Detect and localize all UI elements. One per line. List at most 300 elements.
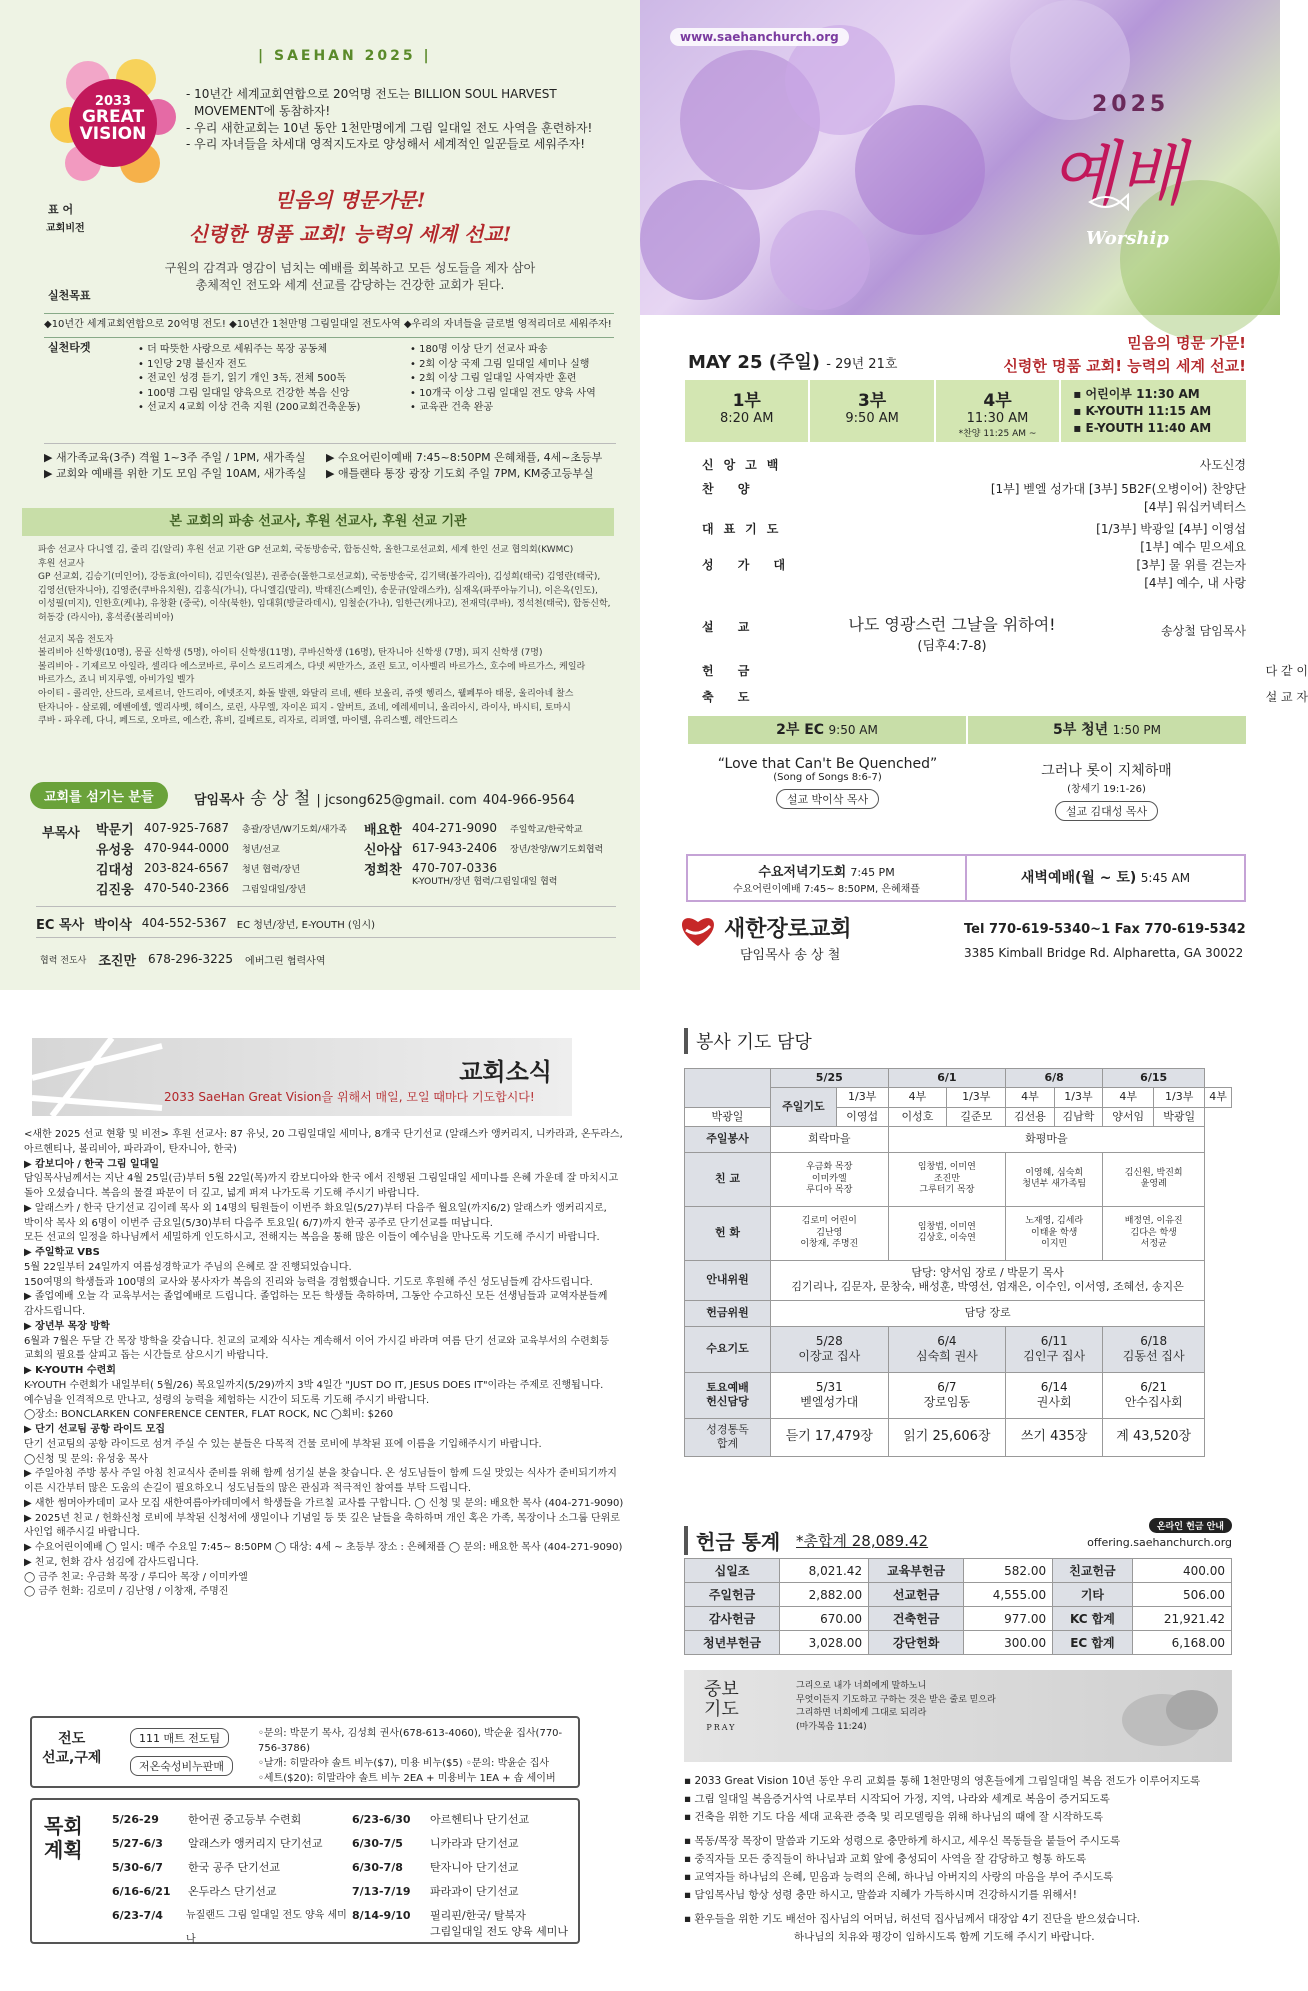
plan-item — [352, 1856, 578, 1880]
news-line: ◯ 금주 헌화: 김로미 / 김난영 / 이창재, 주명진 — [24, 1586, 229, 1598]
news-line: 박이삭 목사 외 6명이 이번주 금요일(5/30)부터 다음주 토요일( 6/7)까지 한국 공주로 단기선교를 떠납니다. — [24, 1217, 493, 1229]
pray-en: PRAY — [706, 1722, 737, 1732]
liturgy-key: 대표기도 — [702, 522, 789, 536]
table-cell: 4부 — [888, 1088, 947, 1107]
ec-service-name: 2부 EC — [776, 722, 825, 738]
table-cell: 1/3부 — [1054, 1088, 1103, 1107]
logo-vision: VISION — [79, 124, 147, 145]
vision-line: MOVEMENT에 동참하자! — [194, 103, 331, 118]
news-line: ▶ 수요어린이예배 ◯ 일시: 매주 수요일 7:45~ 8:50PM ◯ 대상: 4세 ~ 초등부 장소 : 은혜채플 ◯ 문의: 배요한 목사 (404-271-9090) — [24, 1542, 623, 1553]
offering-key: 헌 금 — [702, 664, 760, 678]
news-line: 150여명의 학생들과 100명의 교사와 봉사자가 복음의 진리와 능력을 경험했습니다. 기도로 후원해 주신 성도님들께 감사드립니다. — [24, 1276, 593, 1288]
news-line: 사인업 해주시길 바랍니다. — [24, 1527, 140, 1539]
table-row — [685, 1607, 1232, 1631]
target-item: • 선교지 4교회 이상 건축 지원 (200교회건축운동) — [138, 402, 361, 413]
ec-phone: 404-552-5367 — [141, 916, 227, 930]
staff-role: 청년 협력/장년 — [242, 864, 301, 875]
liturgy-key: 성 가 대 — [702, 558, 796, 572]
target-item: • 교육관 건축 완공 — [410, 402, 494, 413]
table-cell: 강단헌화 — [869, 1631, 964, 1655]
table-row — [685, 1559, 1232, 1583]
liturgy-row — [702, 688, 1308, 706]
slogan-line: 믿음의 명문 가문! — [1127, 334, 1246, 352]
table-row — [685, 1631, 1232, 1655]
staff-role: 장년/찬양/W기도회협력 — [510, 844, 604, 855]
table-cell: 김로미 어린이 김난영 이창재, 주명진 — [771, 1206, 889, 1260]
benediction-key: 축 도 — [702, 690, 760, 704]
table-cell: 기타 — [1053, 1583, 1133, 1607]
liturgy-key: 찬 양 — [702, 482, 760, 496]
row-label: 수요기도 — [685, 1326, 771, 1372]
online-offering-url[interactable]: offering.saehanchurch.org — [1087, 1536, 1232, 1549]
youth-service: ▪ 어린이부 11:30 AM — [1073, 387, 1200, 401]
vision-line: - 우리 자녀들을 차세대 영적지도자로 양성해서 세계적인 일꾼들로 세워주자! — [186, 137, 586, 152]
prayer-item: ▪ 건축을 위한 기도 다음 세대 교육관 증축 및 리모델링을 위해 하나님의 때에 잘 시작하도록 — [684, 1811, 1103, 1823]
targets-left — [138, 343, 388, 416]
table-cell: 이영혜, 심숙희 청년부 새가족팀 — [1006, 1152, 1103, 1206]
table-cell: 선교헌금 — [869, 1583, 964, 1607]
pastor-email[interactable]: | jcsong625@gmail. com — [316, 793, 477, 808]
plan-text: 그림일대일 전도 양육 세미나 — [430, 1925, 569, 1938]
staff-phone: 203-824-6567 — [144, 861, 230, 875]
table-row — [685, 1260, 1232, 1300]
table-row — [685, 1326, 1232, 1372]
church-address: 3385 Kimball Bridge Rd. Alpharetta, GA 30022 — [964, 946, 1244, 960]
online-offering-badge: 온라인 헌금 안내 — [1149, 1518, 1232, 1533]
plan-label: 계획 — [44, 1838, 83, 1862]
service-name: 1부 — [732, 391, 761, 411]
staff-name: 김대성 — [96, 862, 134, 878]
service-4 — [936, 380, 1061, 442]
church-name: 새한장로교회 — [724, 917, 852, 942]
evangelism-info: ◦문의: 박문기 목사, 김성희 권사(678-613-4060), 박순윤 집사(770-756-3786) — [258, 1728, 563, 1754]
vision-statements — [186, 86, 606, 153]
plan-text: 탄자니아 단기선교 — [430, 1861, 519, 1874]
table-cell: 6/14 권사회 — [1006, 1372, 1103, 1418]
liturgy-row — [702, 556, 1246, 574]
news-line: 교회의 필요를 살피고 돕는 시간들로 삼으시기 바랍니다. — [24, 1350, 269, 1362]
usher-list: 김기리나, 김문자, 문창숙, 배성훈, 박영선, 엄재은, 이수인, 이서영, 조혜선, 송지은 — [791, 1280, 1184, 1294]
ec-sermon — [688, 756, 967, 809]
logo-great: GREAT — [81, 106, 145, 127]
news-line: ▶ 단기 선교팀 공항 라이드 모집 — [24, 1424, 166, 1435]
ec-label: EC 목사 — [36, 917, 85, 933]
news-list — [24, 1128, 624, 1600]
prayer-item: ▪ 2033 Great Vision 10년 동안 우리 교회를 통해 1천만명의 영혼들에게 그림일대일 복음 전도가 이루어지도록 — [684, 1775, 1201, 1787]
service-3 — [810, 380, 935, 442]
news-line: 이른 시간부터 많은 도움의 손길이 필요하오니 성도님들의 많은 관심과 적극적인 참여를 부탁 드립니다. — [24, 1483, 472, 1494]
date-header: 6/15 — [1103, 1069, 1205, 1088]
vision-line: - 10년간 세계교회연합으로 20억명 전도는 BILLION SOUL HARVEST — [186, 87, 557, 101]
table-cell: 400.00 — [1132, 1559, 1231, 1583]
youth-service: ▪ K-YOUTH 11:15 AM — [1073, 404, 1212, 418]
table-row — [685, 1583, 1232, 1607]
table-cell: KC 합계 — [1053, 1607, 1133, 1631]
news-line: <새한 2025 선교 현황 및 비전> 후원 선교사: 87 유닛, 20 그림일대일 세미나, 8개국 단기선교 (알래스카 앵커리지, 니카라과, 온두라스, — [24, 1129, 623, 1140]
staff-phone: 470-944-0000 — [144, 841, 230, 855]
plan-item — [352, 1832, 578, 1856]
bulletin-slogan — [1003, 332, 1246, 377]
pray-verse: (마가복음 11:24) — [796, 1721, 867, 1732]
youth-sermon — [967, 760, 1246, 821]
pastor-label: 담임목사 — [194, 793, 245, 808]
plan-label: 목회 — [44, 1814, 83, 1838]
plan-date: 6/23-7/4 — [112, 1909, 163, 1922]
table-cell: 건축헌금 — [869, 1607, 964, 1631]
prayer-item: ▪ 그림 일대일 복음증거사역 나로부터 시작되어 가정, 지역, 나라와 세계로 복음이 증거되도록 — [684, 1793, 1110, 1805]
praying-hands-icon — [1082, 1670, 1232, 1762]
wed-kids-service: 수요어린이예배 7:45~ 8:50PM, 은혜채플 — [733, 884, 920, 895]
plan-date: 6/16-6/21 — [112, 1885, 171, 1898]
sermon-title: 나도 영광스런 그날을 위하여! — [848, 615, 1056, 634]
date-text: MAY 25 (주일) — [688, 352, 820, 373]
pray-verse: 무엇이든지 기도하고 구하는 것은 받은 줄로 믿으라 — [796, 1694, 996, 1705]
pastor-phone: 404-966-9564 — [482, 793, 575, 808]
evangelist-row — [40, 944, 326, 974]
news-line: 단기 선교팀의 공항 라이드로 섬겨 주실 수 있는 분들은 다목적 건물 로비에 부착된 표에 이름을 기입해주시기 바랍니다. — [24, 1438, 542, 1450]
liturgy-row — [702, 480, 1246, 498]
slogan-line-1: 믿음의 명문가문! — [274, 188, 426, 212]
prayer-item: ▪ 교역자들 하나님의 은혜, 믿음과 능력의 은혜, 하나님 아버지의 사랑의 마음을 부어 주시도록 — [684, 1871, 1114, 1883]
table-row — [685, 1206, 1232, 1260]
mission-line: 아이티 - 콜리안, 산드라, 로세르너, 안드리아, 에넷조지, 화돌 발렌, 와달리 르네, 쎈타 보올리, 쥬엣 헹리스, 웰페투아 태몽, 울리아네 찰스 — [38, 688, 574, 699]
plan-text: 한어권 중고등부 수련회 — [188, 1813, 302, 1826]
service-times — [640, 380, 1280, 442]
prayer-item: ▪ 담임목사님 항상 성령 충만 하시고, 말씀과 지혜가 가득하시며 건강하시기를 위해서! — [684, 1889, 1077, 1901]
plan-item — [352, 1880, 578, 1904]
schedule-table — [684, 1068, 1232, 1457]
target-item: • 더 따뜻한 사랑으로 세워주는 목장 공동체 — [138, 344, 328, 355]
lilac-hero-image — [640, 0, 1280, 315]
plan-text: 파라과이 단기선교 — [430, 1885, 519, 1898]
notice-item: ▶ 새가족교육(3주) 격월 1~3주 주일 / 1PM, 새가족실 — [44, 451, 306, 464]
sermon-row — [702, 615, 1246, 668]
mission-line: 허동강 (라시아), 홍석종(볼리비아) — [38, 612, 174, 623]
liturgy-value: [1부] 예수 믿으세요 — [1140, 540, 1246, 554]
table-cell: 4부 — [1006, 1088, 1055, 1107]
plan-item — [112, 1832, 352, 1856]
youth-sermon-ref: (창세기 19:1-26) — [1067, 784, 1146, 795]
table-cell: 쓰기 435장 — [1006, 1418, 1103, 1456]
news-line: ◯신청 및 문의: 유성웅 목사 — [24, 1453, 148, 1465]
liturgy-row — [702, 520, 1246, 538]
target-item: • 전교인 성경 듣기, 읽기 개인 3독, 전체 500독 — [138, 373, 347, 384]
table-cell: 4부 — [1205, 1088, 1232, 1107]
youth-service-name: 5부 청년 — [1053, 722, 1109, 738]
news-line: ▶ 장년부 목장 방학 — [24, 1320, 110, 1332]
table-cell: 계 43,520장 — [1103, 1418, 1205, 1456]
mission-line: 볼리비아 - 기제르모 아일라, 셀리다 에스코바르, 루이스 로드리게스, 다넷 씨만가스, 죠린 토고, 이사벨리 바르가스, 호수에 바르가스, 케일라 — [38, 661, 586, 672]
bulletin-date — [688, 348, 897, 374]
table-cell: 6/4 심숙희 권사 — [888, 1326, 1006, 1372]
evangelism-label: 전도 — [58, 1731, 86, 1747]
notices-right — [326, 443, 616, 482]
liturgy-key: 신앙고백 — [702, 458, 789, 472]
table-cell: 듣기 17,479장 — [771, 1418, 889, 1456]
news-line: K-YOUTH 수련회가 내일부터( 5월/26) 목요일까지(5/29)까지 3박 4일간 "JUST DO IT, JESUS DOES IT"이라는 주제로 진행됩니다. — [24, 1379, 604, 1391]
sermon-key: 설 교 — [702, 620, 760, 634]
tel-number: Tel 770-619-5340~1 — [964, 922, 1111, 937]
table-cell: 임창법, 이미연 김상호, 이숙연 — [888, 1206, 1006, 1260]
ministry-plan-box — [30, 1798, 580, 1944]
label-slogan: 표 어 — [48, 203, 74, 216]
ec-services-bar — [688, 716, 1246, 744]
logo-year: 2033 — [94, 94, 132, 109]
staff-role: 주일학교/한국학교 — [510, 824, 583, 835]
table-cell: 교육부헌금 — [869, 1559, 964, 1583]
pray-label: 중보 — [704, 1679, 739, 1700]
mission-line: 탄자니아 - 살로웨, 에벤에셀, 엘리사벳, 헤이스, 로린, 사무엘, 자이온 피지 - 알버트, 죠네, 에레세미니, 올리아시, 라이사, 바시티, 토마시 — [38, 702, 571, 713]
liturgy-row — [702, 574, 1246, 592]
target-item: • 2회 이상 국제 그림 일대일 세미나 실행 — [410, 358, 590, 370]
table-cell: 6/21 안수집사회 — [1103, 1372, 1205, 1418]
table-cell: 6/18 김동선 집사 — [1103, 1326, 1205, 1372]
staff-role: 청년/선교 — [242, 844, 280, 855]
youth-sermon-title: 그러나 롯이 지체하매 — [1041, 763, 1172, 779]
table-cell: EC 합계 — [1053, 1631, 1133, 1655]
pray-label: 기도 — [704, 1698, 739, 1720]
plan-date — [352, 1924, 430, 1940]
table-cell: 4부 — [1103, 1088, 1154, 1107]
news-line: ◯장소: BONCLARKEN CONFERENCE CENTER, FLAT ROCK, NC ◯회비: $260 — [24, 1409, 394, 1421]
church-logo-icon — [678, 912, 718, 948]
table-row — [685, 1107, 1232, 1126]
staff-name: 유성웅 — [96, 842, 134, 858]
table-cell: 300.00 — [964, 1631, 1053, 1655]
senior-pastor-row — [194, 784, 575, 809]
table-row — [685, 1069, 1232, 1088]
great-vision-logo — [48, 55, 178, 185]
liturgy-row — [702, 456, 1246, 474]
staff-phone: 470-540-2366 — [144, 881, 230, 895]
date-header: 5/25 — [771, 1069, 889, 1088]
table-cell: 506.00 — [1132, 1583, 1231, 1607]
staff-role: 그림일대일/장년 — [242, 884, 306, 895]
liturgy-value: [1부] 벧엘 성가대 [3부] 5B2F(오병이어) 찬양단 — [990, 482, 1246, 496]
target-item: • 180명 이상 단기 선교사 파송 — [410, 344, 548, 355]
mission-line: GP 선교회, 김승기(미인어), 강동효(아이티), 김민숙(일본), 권종승(몰한그로선교회), 국동방송국, 김기택(볼가리아), 김성희(태국) 김영란(태국), — [38, 572, 601, 583]
other-staff-list — [364, 818, 634, 887]
church-phone — [964, 922, 1246, 937]
notices-left — [44, 443, 334, 482]
table-cell: 박광일 — [1154, 1107, 1205, 1126]
plan-item — [112, 1904, 352, 1952]
news-line: ◯ 금주 친교: 우금화 목장 / 루디아 목장 / 이미카엘 — [24, 1571, 248, 1583]
dawn-service-time: 5:45 AM — [1140, 871, 1191, 885]
liturgy-row — [702, 538, 1246, 556]
wed-prayer-name: 수요저녁기도회 — [758, 865, 847, 880]
staff-row — [96, 818, 356, 838]
ec-service-time: 9:50 AM — [828, 723, 878, 737]
jr-name: 조진만 — [98, 953, 137, 969]
table-cell: 3,028.00 — [780, 1631, 869, 1655]
jr-label: 협력 전도사 — [40, 955, 87, 966]
date-header: 6/1 — [888, 1069, 1006, 1088]
table-cell: 십일조 — [685, 1559, 780, 1583]
news-line: 6월과 7월은 두달 간 목장 방학을 갖습니다. 친교의 교제와 식사는 계속해서 이어 가시길 바라며 여름 단기 선교와 교육부서의 수련회등 — [24, 1335, 610, 1347]
news-line: ▶ 주일아침 주방 봉사 주일 아침 친교식사 준비를 위해 함께 섬기실 분을 찾습니다. 온 성도님들이 함께 드실 맛있는 식사가 준비되기까지 — [24, 1468, 617, 1480]
staff-row — [96, 878, 356, 898]
row-label: 주일기도 — [771, 1088, 837, 1127]
pray-verse: 그리하면 너희에게 그대로 되리라 — [796, 1708, 927, 1718]
table-cell: 6/11 김인구 집사 — [1006, 1326, 1103, 1372]
liturgy-list — [640, 456, 1280, 592]
pray-verse: 그리으로 내가 너희에게 말하노니 — [796, 1681, 927, 1691]
staff-badge — [30, 782, 168, 809]
table-cell: 김남학 — [1054, 1107, 1103, 1126]
staff-phone: 470-707-0336 — [412, 861, 498, 875]
table-row — [685, 1418, 1232, 1456]
assoc-pastor-list — [96, 818, 356, 898]
staff-role: K-YOUTH/장년 협력/그림일대일 협력 — [412, 877, 558, 887]
label-goal: 실천목표 — [48, 289, 91, 302]
table-cell: 주일헌금 — [685, 1583, 780, 1607]
table-cell: 양서임 — [1103, 1107, 1154, 1126]
benediction-value: 설 교 자 — [1265, 690, 1308, 704]
ec-sermon-ref: (Song of Songs 8:6-7) — [773, 772, 882, 783]
service-1 — [685, 380, 810, 442]
table-cell: 청년부헌금 — [685, 1631, 780, 1655]
news-line: ▶ 주일학교 VBS — [24, 1247, 100, 1258]
plan-item — [352, 1808, 578, 1832]
service-time: 8:20 AM — [719, 411, 774, 426]
row-label: 토요예배 헌신담당 — [685, 1372, 771, 1418]
staff-name: 배요한 — [364, 822, 402, 838]
table-cell: 5/31 벧엘성가대 — [771, 1372, 889, 1418]
slogan-line: 신령한 명품 교회! 능력의 세계 선교! — [1003, 356, 1246, 375]
table-cell: 582.00 — [964, 1559, 1053, 1583]
news-line: ▶ 캄보디아 / 한국 그림 일대일 — [24, 1158, 160, 1170]
wed-prayer-time: 7:45 PM — [850, 866, 895, 879]
table-cell: 박광일 — [685, 1107, 771, 1126]
staff-role: 총괄/장년/W기도회/새가족 — [242, 824, 347, 835]
table-cell: 길준모 — [947, 1107, 1006, 1126]
news-line: 돌아 오셨습니다. 복음의 물결 파문이 더 깊고, 넓게 퍼져 나가도록 기도해 주시기 바랍니다. — [24, 1188, 420, 1199]
table-cell: 이영섭 — [836, 1107, 888, 1126]
row-label: 친 교 — [685, 1152, 771, 1206]
plan-date: 8/14-9/10 — [352, 1909, 411, 1922]
row-label: 주일봉사 — [685, 1126, 771, 1152]
staff-name: 김진웅 — [96, 882, 134, 898]
mission-list — [38, 544, 618, 729]
target-item: • 1인당 2명 불신자 전도 — [138, 358, 247, 370]
evangelism-box — [30, 1716, 580, 1788]
table-cell: 읽기 25,606장 — [888, 1418, 1006, 1456]
table-cell: 화평마을 — [888, 1126, 1205, 1152]
church-news-panel — [0, 990, 640, 1991]
news-line: 5월 22일부터 24일까지 여름성경학교가 주님의 은혜로 잘 진행되었습니다. — [24, 1261, 352, 1273]
label-vision: 교회비전 — [46, 223, 85, 234]
news-line: ▶ 2025년 친교 / 헌화신청 로비에 부착된 신청서에 생일이나 기념일 등 뜻 깊은 날들을 축하하며 개인 혹은 가족, 목장이나 소그룹 단위로 — [24, 1512, 620, 1524]
plan-item — [112, 1880, 352, 1904]
table-cell: 친교헌금 — [1053, 1559, 1133, 1583]
table-cell: 21,921.42 — [1132, 1607, 1231, 1631]
pastor-name: 송 상 철 — [250, 789, 311, 809]
mission-line: 선교지 복음 전도자 — [38, 634, 114, 645]
news-subtitle: 2033 SaeHan Great Vision을 위해서 매일, 모일 때마다 기도합시다! — [164, 1090, 535, 1104]
vision-panel — [0, 0, 640, 990]
liturgy-value: [4부] 예수, 내 사랑 — [1144, 576, 1246, 590]
evangelism-label: 선교,구제 — [42, 1749, 102, 1766]
table-cell: 노재영, 김세라 이태윤 학생 이지민 — [1006, 1206, 1103, 1260]
mission-line: 쿠바 - 파우레, 다니, 페드로, 오마르, 에스칸, 휴비, 길베르토, 리자로, 리퍼엘, 마이텔, 유리스벨, 레안드리스 — [38, 716, 458, 727]
fax-number: Fax 770-619-5342 — [1114, 922, 1246, 937]
service-name: 4부 — [983, 391, 1012, 411]
table-cell: 배정연, 이유진 김다은 학생 서정균 — [1103, 1206, 1205, 1260]
table-row — [685, 1372, 1232, 1418]
news-line: 담임목사님께서는 지난 4월 25일(금)부터 5월 22일(목)까지 캄보디아와 한국 에서 진행된 그림일대일 세미나를 은혜 가운데 잘 마치시고 — [24, 1173, 619, 1185]
table-cell: 2,882.00 — [780, 1583, 869, 1607]
plan-date: 6/30-7/8 — [352, 1861, 403, 1874]
row-label: 성경통독 합계 — [685, 1418, 771, 1456]
plan-text: 아르헨티나 단기선교 — [430, 1813, 530, 1826]
youth-service-time: 1:50 PM — [1112, 723, 1161, 737]
table-row — [685, 1126, 1232, 1152]
ec-role: EC 청년/장년, E-YOUTH (임시) — [236, 919, 376, 931]
fish-icon — [1088, 192, 1128, 212]
row-label: 안내위원 — [685, 1260, 771, 1300]
liturgy-value: [3부] 물 위를 걷는자 — [1136, 558, 1246, 572]
target-item: • 2회 이상 그림 일대일 사역자반 훈련 — [410, 373, 577, 384]
evangelism-info: ◦세트($20): 히말라야 솔트 비누 2EA + 미용비누 1EA + 솝 세이버 — [258, 1773, 556, 1784]
youth-service: ▪ E-YOUTH 11:40 AM — [1073, 421, 1212, 435]
church-senior-pastor: 담임목사 송 상 철 — [740, 948, 841, 963]
plan-text: 니카라과 단기선교 — [430, 1837, 519, 1850]
slogan-line-2: 신령한 명품 교회! 능력의 세계 선교! — [188, 222, 512, 246]
website-url[interactable]: www.saehanchurch.org — [670, 28, 849, 46]
offering-value: 다 같 이 — [1265, 664, 1308, 678]
staff-badge-label: 교회를 섬기는 분들 — [30, 782, 168, 809]
prayer-topics — [684, 1772, 1264, 1946]
plan-text: 한국 공주 단기선교 — [188, 1861, 281, 1874]
table-cell: 5/28 이장교 집사 — [771, 1326, 889, 1372]
table-cell: 김선용 — [1006, 1107, 1055, 1126]
church-purpose — [130, 260, 570, 294]
plan-date: 5/27-6/3 — [112, 1837, 163, 1850]
staff-name: 박문기 — [96, 822, 134, 838]
staff-phone: 407-925-7687 — [144, 821, 230, 835]
prayer-item: ▪ 목동/목장 목장이 말씀과 기도와 성령으로 충만하게 하시고, 세우신 목동들을 붙들어 주시도록 — [684, 1835, 1121, 1847]
table-cell: 김신원, 박진희 윤영례 — [1103, 1152, 1205, 1206]
youth-preacher: 설교 김대성 목사 — [1055, 801, 1158, 821]
target-item: • 100명 그림 일대일 양육으로 건강한 복음 신앙 — [138, 387, 350, 399]
purpose-line: 총체적인 전도와 세계 선교를 감당하는 건강한 교회가 된다. — [195, 277, 505, 292]
table-cell: 6,168.00 — [1132, 1631, 1231, 1655]
plan-text: 알래스카 앵커리지 단기선교 — [188, 1837, 323, 1850]
staff-row — [96, 858, 356, 878]
table-cell: 4,555.00 — [964, 1583, 1053, 1607]
staff-name: 신아삽 — [364, 842, 402, 858]
staff-row — [364, 818, 634, 838]
soap-sale-badge: 저온숙성비누판매 — [130, 1756, 233, 1776]
table-cell: 1/3부 — [1154, 1088, 1205, 1107]
hero-title: 예배 — [1050, 133, 1186, 215]
liturgy-row — [702, 498, 1246, 516]
weekday-services — [686, 854, 1246, 902]
notice-item: ▶ 교회와 예배를 위한 기도 모임 주일 10AM, 새가족실 — [44, 466, 307, 480]
service-note: *찬양 11:25 AM ~ — [958, 429, 1037, 439]
prayer-item: 하나님의 치유와 평강이 임하시도록 함께 기도해 주시기 바랍니다. — [794, 1931, 1095, 1943]
table-cell: 1/3부 — [836, 1088, 888, 1107]
offering-table — [684, 1558, 1232, 1655]
mission-line: 볼리비아 신학생(10명), 몽골 신학생 (5명), 아이티 신학생(11명), 쿠바신학생 (16명), 탄자니아 신학생 (7명), 피지 신학생 (7명) — [38, 648, 543, 659]
worship-order-panel — [640, 0, 1308, 990]
usher-lead: 담당: 양서임 장로 / 박문기 목사 — [911, 1266, 1064, 1280]
mat-team-badge: 111 매트 전도팀 — [130, 1728, 229, 1748]
service-time: 11:30 AM — [966, 411, 1029, 426]
assoc-pastor-label: 부목사 — [42, 826, 80, 841]
hero-year: 2025 — [1092, 92, 1170, 117]
